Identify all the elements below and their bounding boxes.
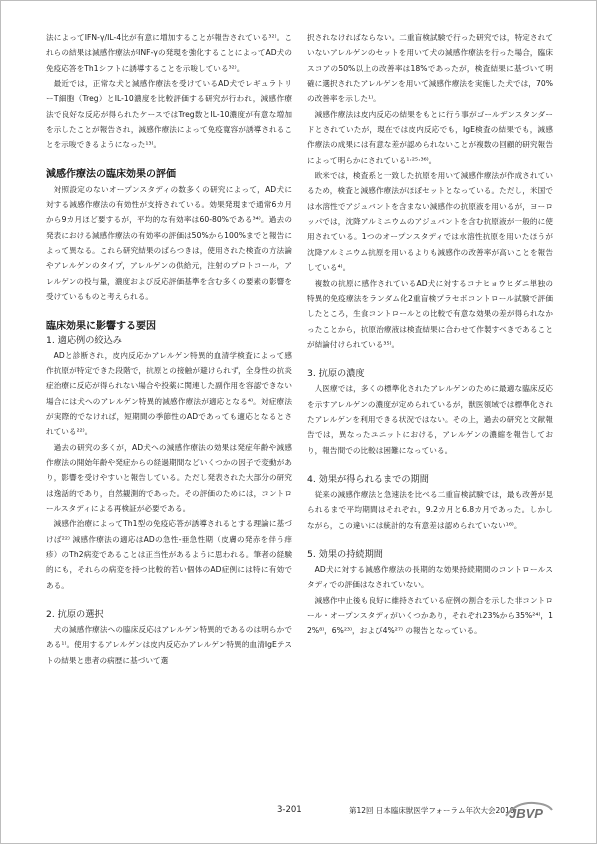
paragraph: 従来の減感作療法と急速法を比べる二重盲検試験では，最も改善が見られるまで平均期間はそれぞれ，9.2カ月と6.8カ月であった。しかしながら，この違いには統計的な有意差は認められていない¹⁶⁾。 xyxy=(307,489,553,530)
jbvp-logo xyxy=(504,799,554,821)
paragraph: 過去の研究の多くが，AD犬への減感作療法の効果は発症年齢や減感作療法の開始年齢や発症からの経過期間などいくつかの因子で変動があり，影響を受けやすいと報告している。ただし発表された大部分の研究は逸話的であり，自然観測的であった。その評価のためには，コントロールスタディによる再検証が必要である。 xyxy=(46,442,292,513)
paragraph: 欧米では，検査系と一致した抗原を用いて減感作療法が作成されているため，検査と減感作療法がほぼセットとなっている。ただし，米国では水溶性でアジュバントを含まない減感作の抗原液を用いるが，ヨーロッパでは，沈降アルミニウムのアジュバントを含む抗原液が一般的に使用されている。1つのオープンスタディでは水溶性抗原を用いたほうが沈降アルミニウム抗原を用いるよりも減感作の改善率が高いことを報告している⁴⁾。 xyxy=(307,171,553,273)
paragraph: 複数の抗原に感作されているAD犬に対するコナヒョウヒダニ単独の特異的免疫療法をランダム化2重盲検プラセボコントロール試験で評価したところ，生食コントロールとの比較で有意な効果の差が得られなかったことから，抗原治療液は検査結果に合わせて作製すべきであることが結論付けられている³⁵⁾。 xyxy=(307,278,553,349)
subsection-heading: 1. 適応例の絞込み xyxy=(46,334,122,346)
right-column xyxy=(307,30,553,639)
paragraph: 択されなければならない。二重盲検試験で行った研究では，特定されていないアレルゲンのセットを用いて犬の減感作療法を行った場合，臨床スコアの50%以上の改善率は18%であったが，検査結果に基づいて明確に選択されたアレルゲンを用いて減感作療法を実施した犬では，70%の改善率を示した¹⁾。 xyxy=(307,33,553,104)
paragraph: 減感作療法は皮内反応の結果をもとに行う事がゴールデンスタンダードとされていたが，現在では皮内反応でも，IgE検査の結果でも，減感作療法の成果には有意な差が認められないことが複数の回顧的研究報告によって明らかにされている¹·²⁵·³⁶⁾。 xyxy=(307,109,553,165)
paragraph: 人医療では，多くの標準化されたアレルゲンのために最適な臨床反応を示すアレルゲンの濃度が定められているが，獣医領域では標準化されたアレルゲンを利用できる状況ではない。その上，過去の研究と文献報告では，異なったユニットにおける，アレルゲンの濃縮を報告しており，報告間での比較は困難になっている。 xyxy=(307,384,553,455)
paragraph: 対照設定のないオープンスタディの数多くの研究によって，AD犬に対する減感作療法の有効性が支持されている。効果発現まで通常6カ月から9カ月ほど要するが，平均的な有効率は60-80%である³⁴⁾。過去の発表における減感作療法の有効率の評価は50%から100%までと報告によって異なる。これら研究結果のばらつきは，使用された検査の方法論やアレルゲンのタイプ，アレルゲンの供給元，注射のプロトコール，アレルゲンの投与量，濃度および反応評価基準を含む多くの要素の影響を受けているものと考えられる。 xyxy=(46,184,292,302)
paragraph: 最近では，正常な犬と減感作療法を受けているAD犬でレギュラトリーT細胞（Treg）とIL-10濃度を比較評価する研究が行われ，減感作療法で良好な反応が得られたケースではTreg数とIL-10濃度が有意な増加を示したことが報告され，減感作療法によって免疫寛容が誘導されることを示唆できるようになった¹³⁾。 xyxy=(46,79,292,150)
conference-name: 第12回 日本臨床獣医学フォーラム年次大会2010 xyxy=(349,806,515,815)
svg-text:JBVP: JBVP xyxy=(509,806,543,821)
subsection-heading: 2. 抗原の選択 xyxy=(46,609,104,620)
paragraph: 減感作治療によってTh1型の免疫応答が誘導されるとする理論に基づけば²²⁾ 減感作療法の適応はADの急性-亜急性期（皮膚の発赤を伴う痒疹）のTh2病変であることは正当性があるように思われる。筆者の経験的にも，それらの病変を持つ比較的若い個体のAD症例には特に有効である。 xyxy=(46,519,292,590)
paragraph: AD犬に対する減感作療法の長期的な効果持続期間のコントロールスタディでの評価はなされていない。 xyxy=(307,564,553,590)
paragraph: ADと診断され，皮内反応かアレルゲン特異的血清学検査によって感作抗原が特定できた段階で，抗原との接触が避けられず，全身性の抗炎症治療に反応が得られない場合や投薬に関連した副作用を容認できない場合には犬へのアレルゲン特異的減感作療法が適応となる⁴⁾。対症療法が実際的でなければ，短期間の季節性のADであっても適応となるとされている²²⁾。 xyxy=(46,350,292,437)
left-column xyxy=(46,30,292,668)
paragraph: 減感作中止後も良好に維持されている症例の割合を示した非コントロール・オープンスタディがいくつかあり，それぞれ23%から35%²⁴⁾，12%⁸⁾，6%²³⁾，および4%²⁷⁾ の報告となっている。 xyxy=(307,595,553,636)
section-heading: 減感作療法の臨床効果の評価 xyxy=(46,168,176,180)
section-heading: 臨床効果に影響する要因 xyxy=(46,320,156,332)
page-footer xyxy=(0,799,597,829)
subsection-heading: 3. 抗原の濃度 xyxy=(307,368,365,380)
subsection-heading: 4. 効果が得られるまでの期間 xyxy=(307,473,429,485)
paragraph: 犬の減感作療法への臨床反応はアレルゲン特異的であるのは明らかである¹⁾。使用するアレルゲンは皮内反応かアレルゲン特異的血清IgEテストの結果と患者の病歴に基づいて選 xyxy=(46,625,292,665)
paragraph: 法によってIFN-γ/IL-4比が有意に増加することが報告されている³²⁾。これらの結果は減感作療法がINF-γの発現を強化することによってAD犬の免疫応答をTh1シフトに誘導することを示唆している³²⁾。 xyxy=(46,33,292,73)
page-number: 3-201 xyxy=(277,805,302,815)
subsection-heading: 5. 効果の持続期間 xyxy=(307,548,383,560)
